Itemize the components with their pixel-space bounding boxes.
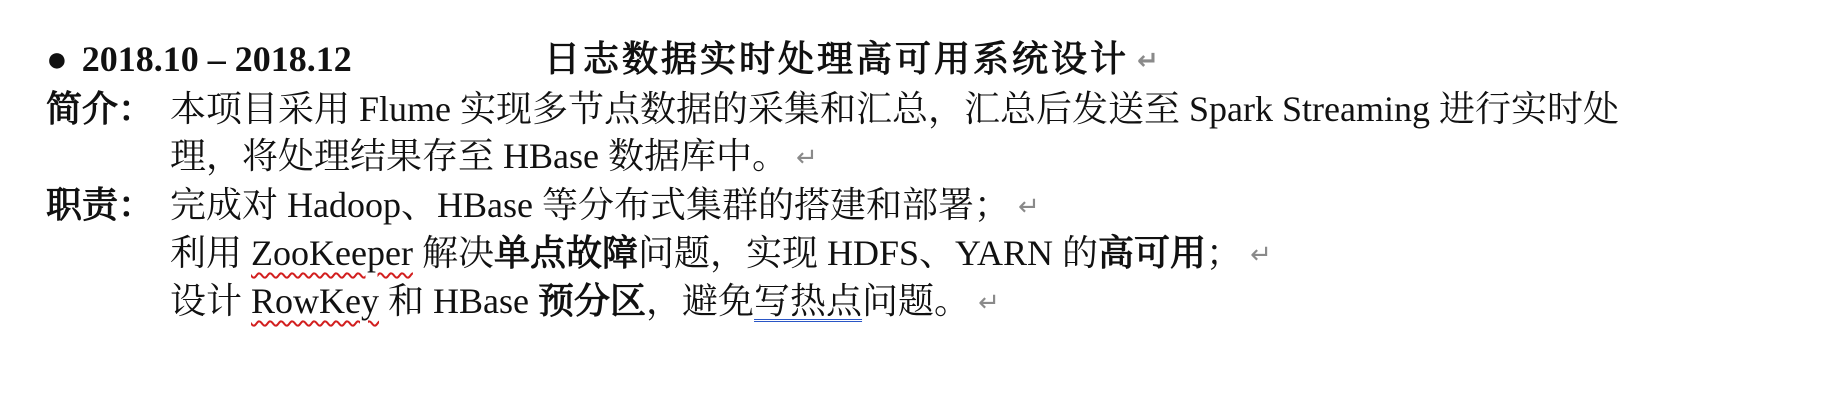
paragraph-mark-icon: ↵: [1250, 240, 1272, 270]
duty-item-2: [170, 230, 1272, 278]
duty-item-2-part: 利用: [170, 233, 252, 273]
bold-term-single-point-failure: 单点故障: [493, 233, 638, 273]
duty-item-3-part: 设计: [170, 281, 252, 321]
paragraph-mark-icon: ↵: [1017, 192, 1040, 222]
spellcheck-word-zookeeper[interactable]: ZooKeeper: [251, 233, 413, 273]
duties-label: 职责：: [46, 185, 155, 225]
duty-item-2-part: ；: [1206, 233, 1243, 273]
project-date-range: 2018.10 – 2018.12: [81, 39, 352, 79]
duty-item-1-text: 完成对 Hadoop、HBase 等分布式集群的搭建和部署；: [170, 185, 1010, 225]
intro-label: 简介：: [46, 89, 155, 129]
duty-item-2-part: 问题，实现 HDFS、YARN 的: [637, 233, 1099, 273]
intro-line-2: [170, 133, 818, 181]
intro-line-1: 本项目采用 Flume 实现多节点数据的采集和汇总，汇总后发送至 Spark Streaming 进行实时处: [170, 89, 1619, 129]
duty-item-3-part: 问题。: [862, 281, 971, 321]
spellcheck-word-rowkey[interactable]: RowKey: [251, 281, 380, 321]
duty-item-3-part: ，避免: [646, 281, 755, 321]
bold-term-pre-split: 预分区: [538, 281, 647, 321]
intro-line-2-text: 理，将处理结果存至 HBase 数据库中。: [170, 136, 788, 176]
grammar-flag-hotspot[interactable]: 写热点: [754, 281, 863, 321]
bullet-icon: ●: [46, 39, 68, 79]
project-title: [544, 36, 1162, 84]
duty-item-1: [170, 182, 1040, 230]
paragraph-mark-icon: ↵: [1137, 46, 1162, 76]
project-title-text: 日志数据实时处理高可用系统设计: [544, 39, 1130, 79]
duty-item-3: [170, 278, 1000, 326]
paragraph-mark-icon: ↵: [795, 143, 818, 173]
project-heading: [46, 36, 1162, 82]
duty-item-3-part: 和 HBase: [379, 281, 538, 321]
duty-item-2-part: 解决: [412, 233, 494, 273]
paragraph-mark-icon: ↵: [978, 288, 1000, 318]
bold-term-high-availability: 高可用: [1098, 233, 1207, 273]
